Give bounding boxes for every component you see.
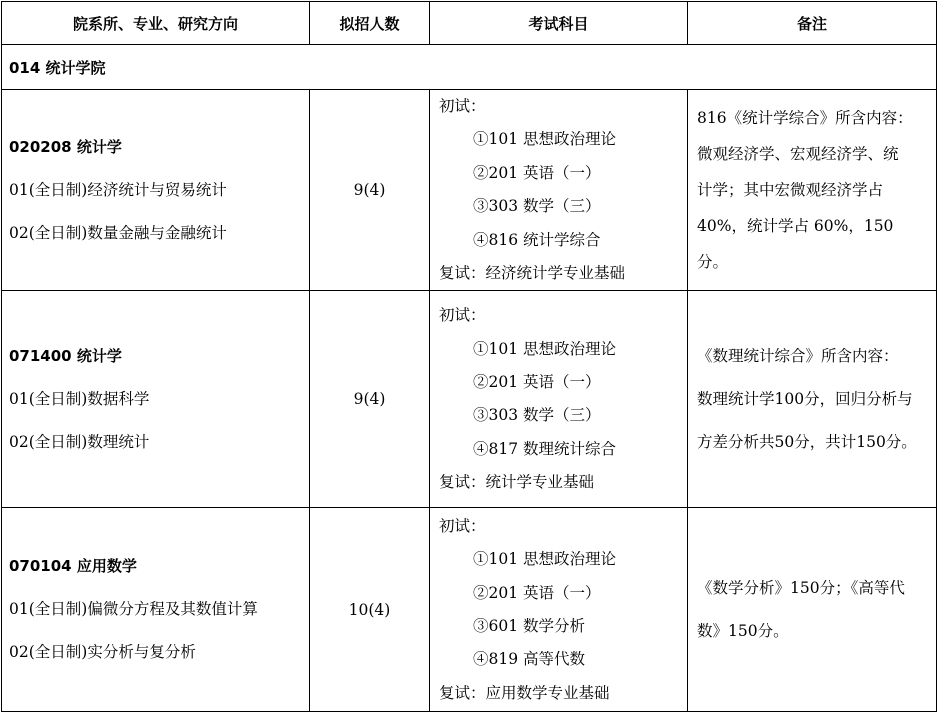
- header-exam-subjects: 考试科目: [430, 2, 688, 45]
- exam-subject: ③303 数学（三）: [473, 197, 601, 216]
- note-line: 40%，统计学占 60%，150 分。: [697, 217, 894, 272]
- retest-subject: 复试：经济统计学专业基础: [439, 264, 626, 283]
- exam-subject: ③601 数学分析: [473, 616, 586, 635]
- quota-cell: 9(4): [310, 90, 430, 291]
- notes-cell: [688, 291, 937, 508]
- exam-subject: ④817 数理统计综合: [473, 439, 617, 458]
- note-line: 数理统计学100分，回归分析与: [697, 389, 913, 408]
- quota-cell: 9(4): [310, 291, 430, 508]
- major-code: 070104 应用数学: [9, 557, 137, 576]
- exam-cell: [430, 508, 688, 712]
- header-notes: 备注: [688, 2, 937, 45]
- header-row: [2, 2, 937, 45]
- exam-subject: ②201 英语（一）: [473, 583, 601, 602]
- exam-subject: ④816 统计学综合: [473, 230, 601, 249]
- note-line: 计学；其中宏微观经济学占: [697, 181, 884, 200]
- exam-cell: [430, 291, 688, 508]
- major-cell: [2, 90, 310, 291]
- major-cell: [2, 291, 310, 508]
- admissions-table: [1, 1, 937, 712]
- exam-cell: [430, 90, 688, 291]
- table-row: [2, 90, 937, 291]
- notes-cell: [688, 90, 937, 291]
- first-exam-label: 初试：: [439, 97, 486, 115]
- direction-item: 01(全日制)数据科学: [9, 389, 150, 408]
- quota-cell: 10(4): [310, 508, 430, 712]
- direction-item: 02(全日制)数理统计: [9, 432, 150, 451]
- retest-subject: 复试：统计学专业基础: [439, 473, 595, 492]
- exam-subject: ③303 数学（三）: [473, 406, 601, 425]
- retest-subject: 复试：应用数学专业基础: [439, 683, 610, 702]
- note-line: 微观经济学、宏观经济学、统: [697, 145, 899, 164]
- note-line: 816《统计学综合》所含内容：: [697, 109, 913, 128]
- major-cell: [2, 508, 310, 712]
- major-code: 020208 统计学: [9, 137, 122, 156]
- note-line: 方差分析共50分，共计150分。: [697, 432, 917, 451]
- notes-cell: [688, 508, 937, 712]
- header-quota: 拟招人数: [310, 2, 430, 45]
- table-row: [2, 508, 937, 712]
- first-exam-label: 初试：: [439, 306, 486, 325]
- note-line: 数》150分。: [697, 621, 789, 640]
- table-row: [2, 291, 937, 508]
- exam-subject: ①101 思想政治理论: [473, 130, 617, 149]
- direction-item: 01(全日制)经济统计与贸易统计: [9, 180, 227, 199]
- note-line: 《数理统计综合》所含内容：: [697, 346, 899, 365]
- major-code: 071400 统计学: [9, 346, 122, 365]
- exam-subject: ①101 思想政治理论: [473, 339, 617, 358]
- department-name: 014 统计学院: [2, 45, 937, 90]
- direction-item: 02(全日制)数量金融与金融统计: [9, 223, 227, 242]
- first-exam-label: 初试：: [439, 516, 486, 535]
- direction-item: 01(全日制)偏微分方程及其数值计算: [9, 600, 258, 619]
- exam-subject: ①101 思想政治理论: [473, 550, 617, 569]
- exam-subject: ②201 英语（一）: [473, 163, 601, 182]
- exam-subject: ②201 英语（一）: [473, 373, 601, 392]
- direction-item: 02(全日制)实分析与复分析: [9, 643, 196, 662]
- exam-subject: ④819 高等代数: [473, 650, 586, 669]
- header-dept-major: 院系所、专业、研究方向: [2, 2, 310, 45]
- note-line: 《数学分析》150分；《高等代: [697, 578, 905, 597]
- department-row: [2, 45, 937, 90]
